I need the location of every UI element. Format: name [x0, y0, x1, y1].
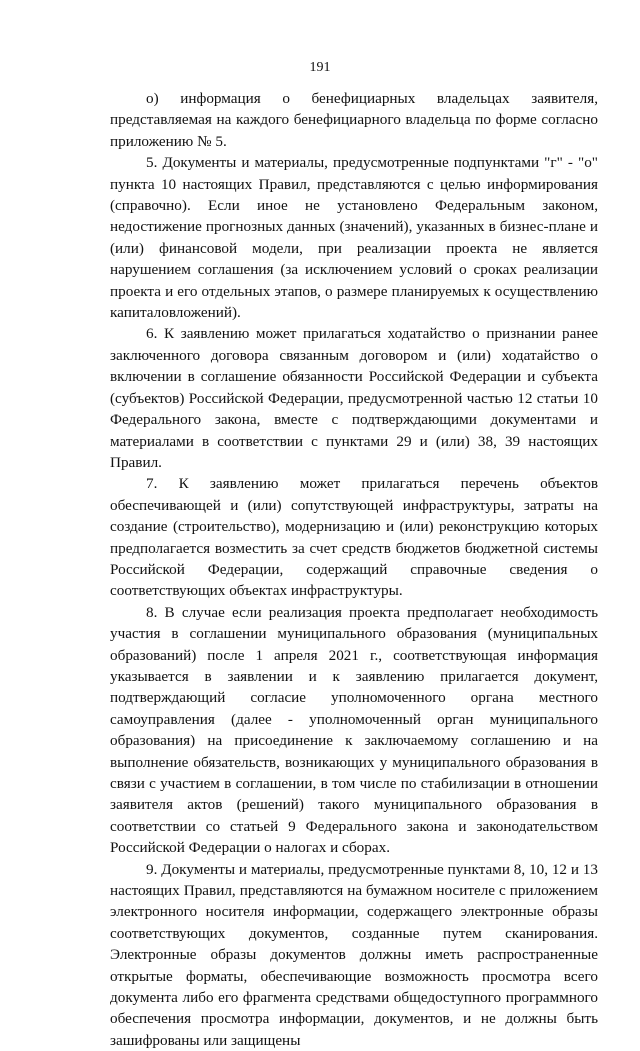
paragraph-9: 9. Документы и материалы, предусмотренные пунктами 8, 10, 12 и 13 настоящих Правил, представляются на бумажном носителе с приложением электронного носителя информации, содержащего электронные образы соответствующих документов, созданные путем сканирования. Электронные образы документов должны иметь распространенные открытые форматы, обеспечивающие возможность просмотра всего документа либо его фрагмента средствами общедоступного программного обеспечения просмотра информации, документов, и не должны быть зашифрованы или защищены [110, 860, 598, 1049]
page-number: 191 [309, 60, 331, 75]
paragraph-o-beneficiaries: о) информация о бенефициарных владельцах заявителя, представляемая на каждого бенефициарного владельца по форме согласно приложению № 5. [110, 90, 598, 150]
paragraph-6: 6. К заявлению может прилагаться ходатайство о признании ранее заключенного договора связанным договором и (или) ходатайство о включении в соглашение обязанности Российской Федерации и субъекта (субъектов) Российской Федерации, предусмотренной частью 12 статьи 10 Федерального закона, вместе с подтверждающими документами и материалами в соответствии с пунктами 29 и (или) 38, 39 настоящих Правил. [110, 325, 598, 471]
paragraph-5: 5. Документы и материалы, предусмотренные подпунктами "г" - "о" пункта 10 настоящих Правил, представляются с целью информирования (справочно). Если иное не установлено Федеральным законом, недостижение прогнозных данных (значений), указанных в бизнес-плане и (или) финансовой модели, при реализации проекта не является нарушением соглашения (за исключением условий о сроках реализации проекта и его отдельных этапов, о размере планируемых к осуществлению капиталовложений). [110, 154, 598, 322]
paragraph-8: 8. В случае если реализация проекта предполагает необходимость участия в соглашении муниципального образования (муниципальных образований) после 1 апреля 2021 г., соответствующая информация указывается в заявлении и к заявлению прилагается документ, подтверждающий согласие уполномоченного органа местного самоуправления (далее - уполномоченный орган муниципального образования) на присоединение к заключаемому соглашению и на выполнение обязательств, возникающих у муниципального образования в связи с участием в соглашении, в том числе по стабилизации в отношении заявителя актов (решений) такого муниципального образования в соответствии со статьей 9 Федерального закона и законодательством Российской Федерации о налогах и сборах. [110, 603, 598, 857]
paragraph-7: 7. К заявлению может прилагаться перечень объектов обеспечивающей и (или) сопутствующей инфраструктуры, затраты на создание (строительство), модернизацию и (или) реконструкцию которых предполагается возместить за счет средств бюджетов бюджетной системы Российской Федерации, содержащий справочные сведения о соответствующих объектах инфраструктуры. [110, 475, 598, 600]
document-body [110, 88, 598, 1051]
